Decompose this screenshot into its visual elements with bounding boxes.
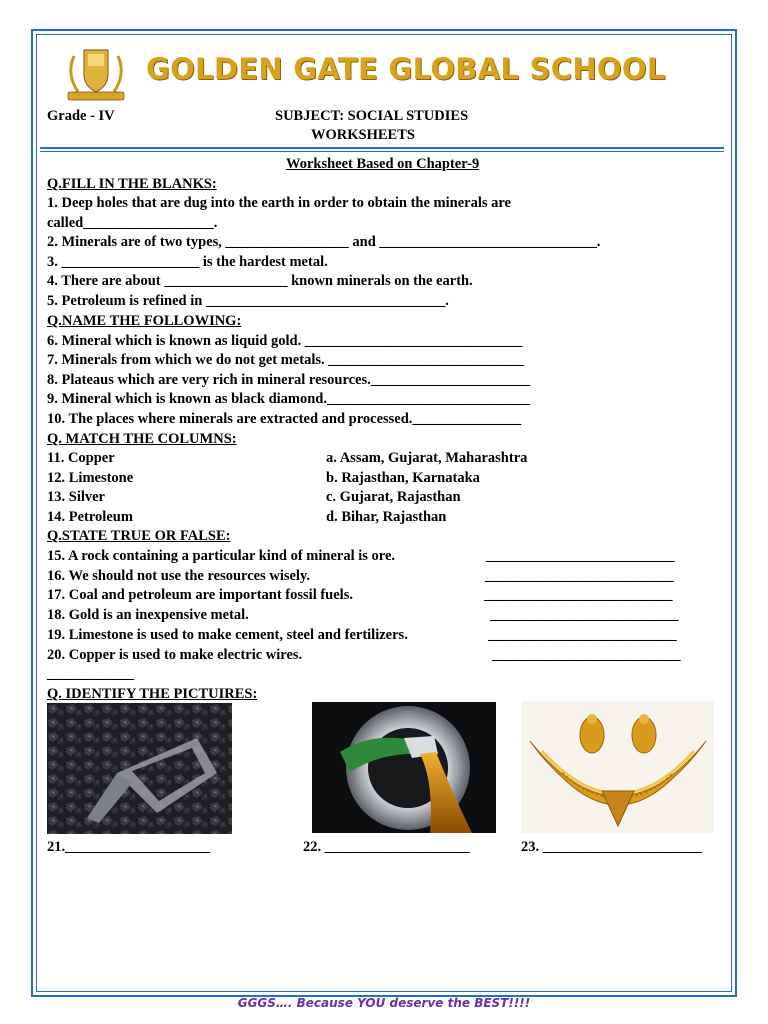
question-item: 5. Petroleum is refined in _________________________________. (47, 293, 449, 309)
statement-item: 19. Limestone is used to make cement, steel and fertilizers. (47, 627, 408, 643)
section-fill-blanks: Q.FILL IN THE BLANKS: (47, 176, 217, 192)
question-item: 3. ___________________ is the hardest metal. (47, 254, 328, 270)
question-item: 8. Plateaus which are very rich in mineral resources.______________________ (47, 372, 531, 388)
match-right-item: d. Bihar, Rajasthan (326, 509, 447, 525)
match-left-item: 12. Limestone (47, 470, 134, 486)
question-item: 7. Minerals from which we do not get metals. ___________________________ (47, 352, 524, 368)
question-item: called__________________. (47, 215, 218, 231)
answer-blank: __________________________ (484, 587, 673, 603)
match-right-item: b. Rajasthan, Karnataka (326, 470, 480, 486)
section-true-false: Q.STATE TRUE OR FALSE: (47, 528, 231, 544)
grade-label: Grade - IV (47, 108, 115, 124)
match-right-item: a. Assam, Gujarat, Maharashtra (326, 450, 528, 466)
statement-item: 16. We should not use the resources wisely. (47, 568, 311, 584)
statement-item: 18. Gold is an inexpensive metal. (47, 607, 249, 623)
question-item: 9. Mineral which is known as black diamond.____________________________ (47, 391, 530, 407)
section-identify-pictures: Q. IDENTIFY THE PICTUIRES: (47, 686, 258, 702)
statement-item: 15. A rock containing a particular kind of mineral is ore. (47, 548, 396, 564)
match-left-item: 14. Petroleum (47, 509, 133, 525)
match-left-item: 11. Copper (47, 450, 115, 466)
answer-blank: __________________________ (488, 627, 677, 643)
picture-answer-blank: 21.____________________ (47, 839, 211, 855)
petrol-nozzle-photo (312, 702, 496, 833)
answer-blank: __________________________ (490, 607, 679, 623)
picture-answer-blank: 23. ______________________ (521, 839, 703, 855)
answer-blank: __________________________ (486, 548, 675, 564)
question-item: 1. Deep holes that are dug into the earth in order to obtain the minerals are (47, 195, 511, 211)
school-logo-icon (60, 44, 132, 104)
answer-blank: ____________ (47, 666, 134, 682)
section-match-columns: Q. MATCH THE COLUMNS: (47, 431, 237, 447)
question-item: 10. The places where minerals are extracted and processed._______________ (47, 411, 522, 427)
answer-blank: __________________________ (485, 568, 674, 584)
footer-tagline: GGGS…. Because YOU deserve the BEST!!!! (237, 996, 531, 1010)
gold-necklace-photo (522, 701, 714, 833)
chapter-title: Worksheet Based on Chapter-9 (286, 156, 480, 172)
header-divider-thin (40, 151, 724, 152)
worksheets-label: WORKSHEETS (311, 127, 415, 143)
statement-item: 17. Coal and petroleum are important fossil fuels. (47, 587, 353, 603)
section-name-following: Q.NAME THE FOLLOWING: (47, 313, 242, 329)
coal-photo (47, 703, 232, 834)
question-item: 4. There are about _________________ known minerals on the earth. (47, 273, 473, 289)
match-right-item: c. Gujarat, Rajasthan (326, 489, 461, 505)
statement-item: 20. Copper is used to make electric wires. (47, 647, 303, 663)
picture-answer-blank: 22. ____________________ (303, 839, 470, 855)
header-divider (40, 147, 724, 149)
answer-blank: __________________________ (492, 647, 681, 663)
question-item: 2. Minerals are of two types, _________________ and ______________________________. (47, 234, 601, 250)
question-item: 6. Mineral which is known as liquid gold. ______________________________ (47, 333, 523, 349)
subject-label: SUBJECT: SOCIAL STUDIES (275, 108, 469, 124)
match-left-item: 13. Silver (47, 489, 105, 505)
school-name: GOLDEN GATE GLOBAL SCHOOL (146, 52, 666, 86)
